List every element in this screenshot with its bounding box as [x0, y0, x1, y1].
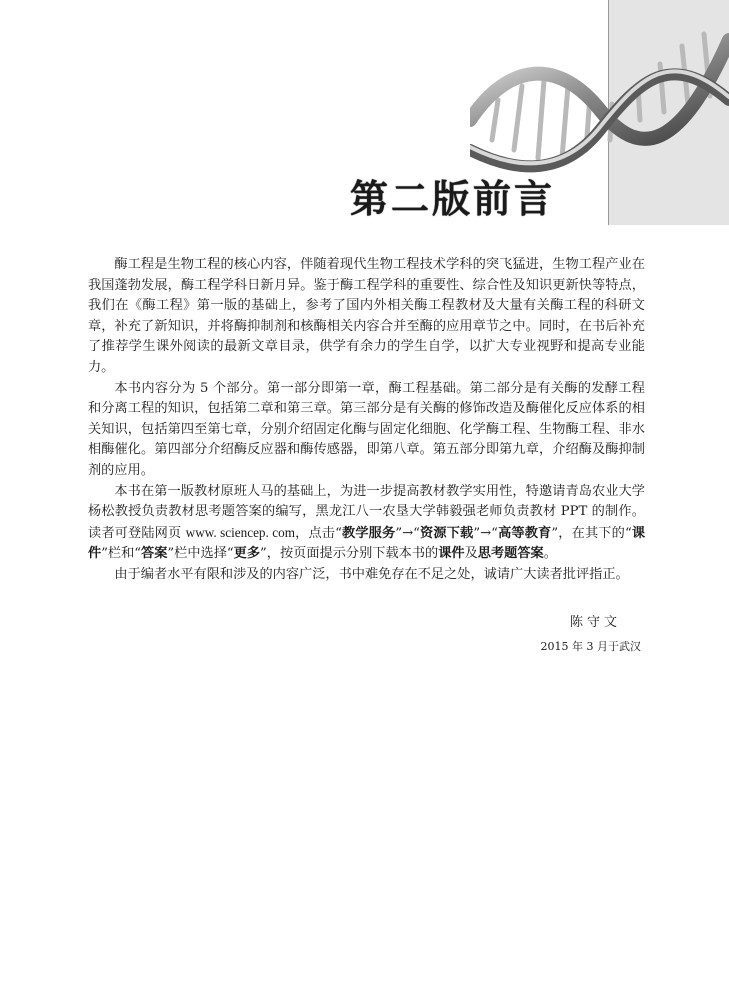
paragraph-3	[88, 482, 645, 565]
p3-text: 本书在第一版教材原班人马的基础上，为进一步提高教材教学实用性，特邀请青岛农业大学杨松教授负责教材思考题答案的编写，黑龙江八一农垦大学韩毅强老师负责教材 PPT 的制作。读者可登陆网页	[88, 483, 645, 541]
p3-text: ”，按页面提示分别下载本书的	[260, 546, 439, 562]
website-link: www. sciencep. com	[185, 524, 295, 540]
option-more: 更多	[233, 546, 261, 562]
column-answers: 答案	[141, 546, 168, 562]
download-answers: 思考题答案	[477, 546, 544, 562]
p3-text: ”栏和“	[101, 546, 142, 562]
download-courseware: 课件	[438, 546, 465, 562]
signature-date: 2015 年 3 月于武汉	[540, 640, 641, 653]
p3-text: 及	[464, 546, 478, 562]
column-courseware: 课件	[88, 525, 646, 562]
paragraph-4: 由于编者水平有限和涉及的内容广泛，书中难免存在不足之处，诚请广大读者批评指正。	[114, 566, 629, 582]
p3-text: ”栏中选择“	[167, 546, 234, 562]
menu-higher-education: 高等教育	[497, 525, 552, 541]
menu-resource-download: 资源下载	[419, 525, 474, 541]
author-name: 陈守文	[569, 615, 621, 630]
page-title: 第二版前言	[350, 176, 556, 221]
p3-text: 。	[543, 546, 557, 562]
paragraph-1: 酶工程是生物工程的核心内容，伴随着现代生物工程技术学科的突飞猛进，生物工程产业在我国蓬勃发展，酶工程学科日新月异。鉴于酶工程学科的重要性、综合性及知识更新快等特点，我们在《酶工程》第一版的基础上，参考了国内外相关酶工程教材及大量有关酶工程的科研文章，补充了新知识，并将酶抑制剂和核酶相关内容合并至酶的应用章节之中。同时，在书后补充了推荐学生课外阅读的最新文章目录，供学有余力的学生自学，以扩大专业视野和提高专业能力。	[88, 257, 645, 375]
p3-text: ”，在其下的“	[551, 525, 632, 541]
p3-text: ，点击“	[294, 525, 342, 541]
menu-teaching-service: 教学服务	[341, 525, 396, 541]
paragraph-2: 本书内容分为 5 个部分。第一部分即第一章，酶工程基础。第二部分是有关酶的发酵工程和分离工程的知识，包括第二章和第三章。第三部分是有关酶的修饰改造及酶催化反应体系的相关知识，包括第四至第七章，分别介绍固定化酶与固定化细胞、化学酶工程、生物酶工程、非水相酶催化。第四部分介绍酶反应器和酶传感器，即第八章。第五部分即第九章，介绍酶及酶抑制剂的应用。	[88, 380, 645, 478]
preface-body	[88, 255, 645, 586]
signature-block	[541, 611, 641, 654]
p3-text: ”→“	[473, 525, 498, 541]
p3-text: ”→“	[395, 525, 420, 541]
